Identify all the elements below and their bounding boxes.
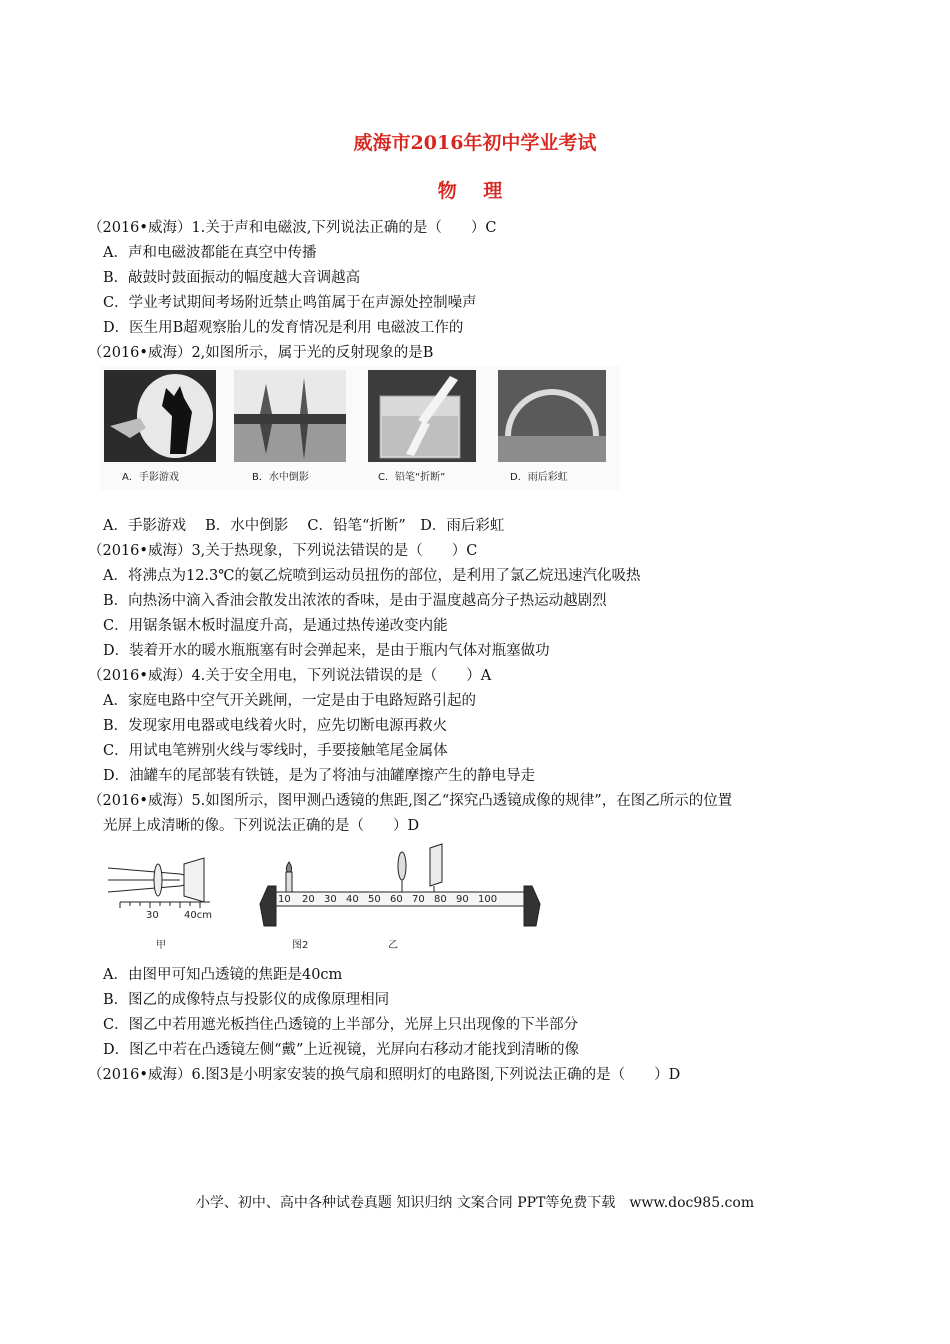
focal-length-setup [108,858,210,908]
bench-label-20: 30 [324,894,337,905]
bench-label-40: 50 [368,894,381,905]
ruler-label-40cm: 40cm [184,910,212,921]
question-3-option-b: B．向热汤中滴入香油会散发出浓浓的香味，是由于温度越高分子热运动越剧烈 [103,593,607,609]
question-2-stem: （2016•威海）2,如图所示，属于光的反射现象的是B [88,345,434,361]
subject-title: 物 理 [437,180,513,202]
figure-caption-a: A．手影游戏 [122,472,179,483]
bench-label-10: 20 [302,894,315,905]
bench-label-30: 40 [346,894,359,905]
question-4-option-c: C．用试电笔辨别火线与零线时，手要接触笔尾金属体 [103,743,448,759]
question-1-option-d: D．医生用B超观察胎儿的发育情况是利用 电磁波工作的 [103,320,464,336]
figure-caption-d: D．雨后彩虹 [510,472,568,483]
bench-label-50: 60 [390,894,403,905]
bench-label-70: 80 [434,894,447,905]
question-5-option-a: A．由图甲可知凸透镜的焦距是40cm [103,967,343,983]
bench-label-80: 90 [456,894,469,905]
rainbow-photo [498,370,606,462]
question-4-stem: （2016•威海）4.关于安全用电，下列说法错误的是（ ）A [88,668,492,684]
figure-caption-b: B．水中倒影 [252,472,309,483]
pencil-in-water-photo [368,370,476,462]
question-3-option-a: A．将沸点为12.3℃的氨乙烷喷到运动员扭伤的部位，是利用了氯乙烷迅速汽化吸热 [103,568,641,584]
question-4-option-a: A．家庭电路中空气开关跳闸，一定是由于电路短路引起的 [103,693,476,709]
question-1-option-c: C．学业考试期间考场附近禁止鸣笛属于在声源处控制噪声 [103,295,477,311]
question-3-stem: （2016•威海）3,关于热现象，下列说法错误的是（ ）C [88,543,478,559]
question-6-stem: （2016•威海）6.图3是小明家安装的换气扇和照明灯的电路图,下列说法正确的是（ ）D [88,1067,681,1083]
question-2-figure [100,366,620,490]
question-5-figure [100,836,560,960]
question-4-option-d: D．油罐车的尾部装有铁链，是为了将油与油罐摩擦产生的静电导走 [103,768,536,784]
figure-label-2: 图2 [292,940,309,951]
optical-bench [260,844,540,926]
figure-label-yi: 乙 [388,940,398,951]
bench-label-0cm: 10 [278,894,291,905]
figure-caption-c: C．铅笔“折断” [378,472,446,483]
water-reflection-photo [234,370,346,462]
question-4-option-b: B．发现家用电器或电线着火时，应先切断电源再救火 [103,718,448,734]
question-1-stem: （2016•威海）1.关于声和电磁波,下列说法正确的是（ ）C [88,220,497,236]
bench-label-90: 100 [478,894,498,905]
question-5-option-c: C．图乙中若用遮光板挡住凸透镜的上半部分，光屏上只出现像的下半部分 [103,1017,579,1033]
exam-title: 威海市2016年初中学业考试 [353,132,597,154]
hand-shadow-photo [104,370,216,462]
question-3-option-c: C．用锯条锯木板时温度升高，是通过热传递改变内能 [103,618,448,634]
question-1-option-a: A．声和电磁波都能在真空中传播 [103,245,317,261]
question-2-options: A．手影游戏 B．水中倒影 C．铅笔“折断” D．雨后彩虹 [103,518,505,534]
page-footer: 小学、初中、高中各种试卷真题 知识归纳 文案合同 PPT等免费下载 www.doc985.com [195,1195,755,1211]
question-3-option-d: D．装着开水的暖水瓶瓶塞有时会弹起来，是由于瓶内气体对瓶塞做功 [103,643,550,659]
ruler-label-30: 30 [146,910,159,921]
question-5-option-b: B．图乙的成像特点与投影仪的成像原理相同 [103,992,390,1008]
question-5-stem-continued: 光屏上成清晰的像。下列说法正确的是（ ）D [103,818,420,834]
figure-label-jia: 甲 [156,940,166,951]
question-5-option-d: D．图乙中若在凸透镜左侧“戴”上近视镜，光屏向右移动才能找到清晰的像 [103,1042,579,1058]
bench-label-60: 70 [412,894,425,905]
question-1-option-b: B．敲鼓时鼓面振动的幅度越大音调越高 [103,270,361,286]
question-5-stem: （2016•威海）5.如图所示，图甲测凸透镜的焦距,图乙“探究凸透镜成像的规律”，在图乙所示的位置 [88,793,733,809]
